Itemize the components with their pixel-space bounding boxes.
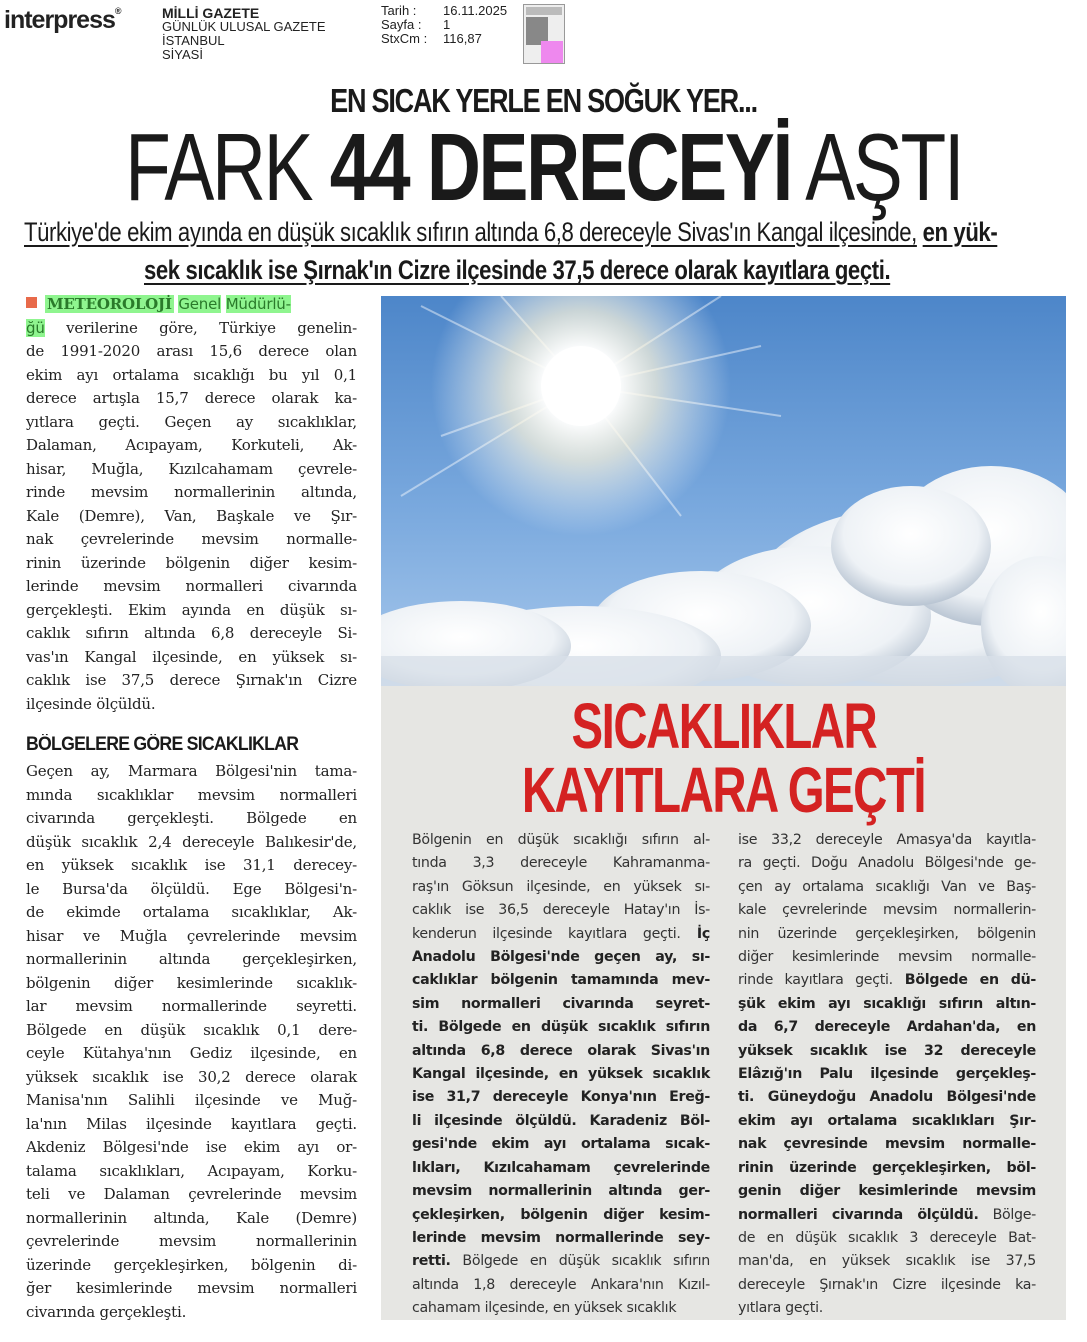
text-line: le Bursa'da ölçüldü. Ege Bölgesi'n- [26, 879, 357, 898]
text-line [412, 1040, 710, 1063]
text-run: caklıklar bölgenin tamamında mev- [412, 972, 710, 989]
text-run: ti. Güneydoğu Anadolu Bölgesi'nde [738, 1089, 1036, 1106]
text-run: rinde kayıtlara geçti. [738, 972, 893, 989]
page-thumbnail[interactable] [523, 4, 565, 64]
text-line [738, 1157, 1036, 1180]
body-column-1b [26, 760, 357, 1324]
text-line: Dalaman, Acıpayam, Korkuteli, Ak- [26, 436, 357, 454]
text-line [412, 969, 710, 992]
text-line: Manisa'nın Salihli ilçesinde ve Muğ- [26, 1091, 357, 1109]
clipping-info [381, 4, 507, 46]
date-value: 16.11.2025 [443, 3, 508, 18]
text-line: lerinde mevsim normalleri civarında [26, 577, 357, 595]
text-run: yüksek sıcaklık ise 32 dereceyle [738, 1042, 1036, 1059]
date-label: Tarih : [381, 3, 417, 18]
text-line [412, 1250, 710, 1273]
text-line [412, 1180, 710, 1203]
text-run: diğer kesimlerinde mevsim normalle- [738, 949, 1036, 966]
text-line [738, 1204, 1036, 1227]
text-line: en yüksek sıcaklık ise 31,1 derecey- [26, 856, 357, 874]
text-line: caklık ise 37,5 derece Şırnak'ın Cizre [26, 671, 357, 689]
text-line [738, 969, 1036, 992]
text-run: sim normalleri civarında seyret- [412, 995, 710, 1012]
text-line [738, 899, 1036, 922]
text-run: dereceyle Şırnak'ın Cizre ilçesinde ka- [738, 1276, 1036, 1293]
text-run: li ilçesinde ölçüldü. Karadeniz Böl- [412, 1112, 710, 1129]
text-line [738, 1110, 1036, 1133]
text-line: bölgenin diğer kesimlerinde sıcaklık- [26, 973, 357, 992]
spot-part-1: Türkiye'de ekim ayında en düşük sıcaklık sıfırın altında 6,8 dereceyle Sivas'ın Kangal ilçesinde, [24, 217, 917, 247]
text-line: ekim ayı ortalama sıcaklığı bu yıl 0,1 [26, 365, 357, 384]
text-line [412, 1016, 710, 1039]
text-line [738, 852, 1036, 875]
box-headline [381, 690, 1066, 826]
text-line [412, 1110, 710, 1133]
text-line [412, 1227, 710, 1250]
text-run: retti. [412, 1253, 451, 1270]
text-line [412, 923, 710, 946]
highlighted-word: Genel [178, 295, 222, 313]
text-line [738, 1180, 1036, 1203]
text-run: normalleri civarında ölçüldü. [738, 1206, 979, 1223]
text-line: civarında gerçekleşti. [26, 1302, 187, 1321]
text-run: de en düşük sıcaklık 3 dereceyle Bat- [738, 1229, 1036, 1246]
text-run: mevsim normallerinin altında ger- [412, 1183, 710, 1200]
main-headline [0, 114, 1087, 221]
text-run: caklık ise 36,5 dereceyle Hatay'ın İs- [412, 902, 710, 919]
logo-text: interpress [4, 6, 115, 34]
publication-name: MİLLİ GAZETE [162, 5, 260, 21]
highlighted-word: ğü [26, 318, 45, 337]
text-line [412, 876, 710, 899]
text-run: ti. Bölgede en düşük sıcaklık sıfırın [412, 1019, 710, 1036]
box-headline-line-2: KAYITLARA GEÇTİ [521, 754, 926, 826]
text-line: Bölgede en düşük sıcaklık 0,1 dere- [26, 1020, 357, 1039]
interpress-logo [4, 6, 121, 35]
text-line: rinde mevsim normallerinin altında, [26, 483, 357, 501]
text-run: kenderun ilçesinde kayıtlara geçti. [412, 925, 681, 942]
text-run: genin diğer kesimlerinde mevsim [738, 1183, 1036, 1200]
text-line: teli ve Dalaman çevrelerinde mevsim [26, 1185, 357, 1203]
text-line: ceyle Kütahya'nın Gediz ilçesinde, en [26, 1044, 357, 1062]
text-line: caklık sıfırın altında 6,8 dereceyle Si- [26, 624, 357, 642]
text-line: mında sıcaklıklar mevsim normalleri [26, 785, 357, 804]
text-run: nak çevresinde mevsim normalle- [738, 1136, 1036, 1153]
spot-part-2: en yük- [922, 217, 998, 247]
text-run: raş'ın Göksun ilçesinde, en yüksek sı- [412, 878, 710, 895]
text-line [738, 1016, 1036, 1039]
text-line [412, 1297, 710, 1320]
text-line: hisar, Muğla, Kızılcahamam çevrele- [26, 459, 357, 478]
text-run: gesi'nde ekim ayı ortalama sıcak- [412, 1136, 710, 1153]
page-label: Sayfa : [381, 17, 422, 32]
text-line [738, 1250, 1036, 1273]
text-run: Anadolu Bölgesi'nde geçen ay, sı- [412, 949, 710, 966]
text-run: nin üzerinde gerçekleşirken, bölgenin [738, 925, 1036, 942]
text-line [738, 876, 1036, 899]
col1-lines [26, 317, 357, 717]
text-line [738, 993, 1036, 1016]
text-line: çevrelerinde mevsim normallerinin [26, 1232, 357, 1250]
text-line: civarında gerçekleşti. Bölgede en [26, 809, 357, 827]
text-line [738, 1086, 1036, 1109]
publication-type: GÜNLÜK ULUSAL GAZETE [162, 19, 326, 34]
text-line: gerçekleşti. Ekim ayında en düşük sı- [26, 600, 357, 619]
publication-category: SİYASİ [162, 47, 203, 62]
sun-sky-photo [381, 296, 1066, 686]
text-line: Kale (Demre), Van, Başkale ve Şır- [26, 506, 357, 525]
text-line [412, 1086, 710, 1109]
text-line: Geçen ay, Marmara Bölgesi'nin tama- [26, 762, 357, 780]
text-run: lıkları, Kızılcahamam çevrelerinde [412, 1159, 710, 1176]
text-line [738, 1063, 1036, 1086]
text-line [412, 899, 710, 922]
text-line: de ekimde ortalama sıcaklıklar, Ak- [26, 903, 357, 921]
text-line: yıtlara geçti. Geçen ay sıcaklıklar, [26, 412, 357, 431]
text-run: yıtlara geçti. [738, 1300, 823, 1317]
stxcm-label: StxCm : [381, 31, 428, 46]
text-line: üzerinde gerçekleşirken, bölgenin di- [26, 1255, 357, 1274]
text-line [412, 829, 710, 852]
text-line: yüksek sıcaklık ise 30,2 derece olarak [26, 1067, 357, 1086]
text-line: nak çevrelerinde mevsim normalle- [26, 530, 357, 548]
text-line [738, 946, 1036, 969]
text-line: Akdeniz Bölgesi'nde ise ekim ayı or- [26, 1138, 357, 1156]
text-line [738, 1274, 1036, 1297]
text-line [738, 1297, 1036, 1320]
text-run: altında 6,8 derece olarak Sivas'ın [412, 1042, 710, 1059]
text-run: çen ay ortalama sıcaklığı Van ve Baş- [738, 878, 1036, 895]
text-line: derece artışla 15,7 derece olarak ka- [26, 389, 357, 407]
text-line [412, 1204, 710, 1227]
box-headline-line-1: SICAKLIKLAR [571, 690, 876, 762]
text-run: rinin üzerinde gerçekleşirken, böl- [738, 1159, 1036, 1176]
box-column-left [412, 829, 710, 1321]
text-run: kale çevrelerinde mevsim normallerin- [738, 902, 1036, 919]
text-run: şük ekim ayı sıcaklığı sıfırın altın- [738, 995, 1036, 1012]
lead-word: METEOROLOJİ [47, 295, 172, 313]
text-run: ise 31,7 dereceyle Konya'nın Ereğ- [412, 1089, 710, 1106]
text-run: da 6,7 dereceyle Ardahan'da, en [738, 1019, 1036, 1036]
text-run: man'da, en yüksek sıcaklık ise 37,5 [738, 1253, 1036, 1270]
text-run: tında 3,3 dereceyle Kahramanma- [412, 855, 710, 872]
text-line [738, 1133, 1036, 1156]
body-column-1 [26, 293, 357, 716]
text-run: altında 1,8 dereceyle Ankara'nın Kızıl- [412, 1276, 710, 1293]
text-run: İç [680, 925, 710, 942]
text-line [412, 1274, 710, 1297]
text-line: de 1991-2020 arası 15,6 derece olan [26, 342, 357, 360]
headline-part-2: 44 DERECEYİ [329, 114, 791, 221]
text-line: hisar ve Muğla çevrelerinde mevsim [26, 926, 357, 945]
text-run: Elâzığ'ın Palu ilçesinde gerçekleş- [738, 1066, 1036, 1083]
kicker-headline: EN SICAK YERLE EN SOĞUK YER... [330, 82, 757, 119]
text-run: lerinde mevsim normallerinde sey- [412, 1229, 710, 1246]
text-line: ilçesinde ölçüldü. [26, 694, 156, 713]
text-line: rinin üzerinde bölgenin diğer kesim- [26, 553, 357, 572]
text-run: Bölgede en dü- [892, 972, 1036, 989]
text-line: la'nın Milas ilçesinde kayıtlara geçti. [26, 1114, 357, 1133]
text-run: Bölgenin en düşük sıcaklığı sıfırın al- [412, 832, 710, 848]
text-line: normallerinin altında, Kale (Demre) [26, 1208, 357, 1227]
publication-city: İSTANBUL [162, 33, 225, 48]
text-line: talama sıcaklıkları, Acıpayam, Korku- [26, 1161, 357, 1180]
text-line [738, 923, 1036, 946]
highlighted-word: Müdürlü- [225, 295, 291, 313]
page-value: 1 [443, 17, 451, 32]
text-line [412, 1133, 710, 1156]
text-run: çekleşirken, bölgenin diğer kesim- [412, 1206, 710, 1223]
text-run: cahamam ilçesinde, en yüksek sıcaklık [412, 1300, 677, 1317]
bullet-square-icon [26, 297, 37, 308]
publication-info [162, 6, 326, 62]
text-line [412, 946, 710, 969]
box-column-right [738, 829, 1036, 1321]
text-line: düşük sıcaklık 2,4 dereceyle Balıkesir'de, [26, 832, 357, 851]
text-line [412, 852, 710, 875]
subheading: BÖLGELERE GÖRE SICAKLIKLAR [26, 734, 299, 755]
text-run: verilerine göre, Türkiye genelin- [66, 318, 357, 337]
logo-registered-mark: ® [114, 6, 121, 16]
stxcm-value: 116,87 [443, 31, 482, 46]
text-line [412, 1063, 710, 1086]
text-line: lar mevsim normallerinde seyretti. [26, 997, 357, 1015]
spot-part-3: sek sıcaklık ise Şırnak'ın Cizre ilçesinde 37,5 derece olarak kayıtlara geçti. [144, 255, 891, 285]
text-line [738, 829, 1036, 852]
text-run: Kangal ilçesinde, en yüksek sıcaklık [412, 1066, 710, 1083]
text-line: vas'ın Kangal ilçesinde, en yüksek sı- [26, 647, 357, 666]
text-run: ra geçti. Doğu Anadolu Bölgesi'nde ge- [738, 855, 1036, 872]
text-run: ekim ayı ortalama sıcaklıkları Şır- [738, 1112, 1036, 1129]
text-run: ise 33,2 dereceyle Amasya'da kayıtla- [738, 832, 1036, 848]
text-line: ğer kesimlerinde mevsim normalleri [26, 1279, 357, 1297]
sun-sky-illustration [381, 296, 1066, 686]
text-line: normallerinin altında gerçekleşirken, [26, 950, 357, 968]
text-line [412, 1157, 710, 1180]
text-run: Bölge- [978, 1206, 1036, 1223]
text-run: Bölgede en düşük sıcaklık sıfırın [450, 1253, 710, 1270]
headline-part-3: AŞTI [805, 114, 963, 221]
text-line [738, 1227, 1036, 1250]
text-line [412, 993, 710, 1016]
text-line [738, 1040, 1036, 1063]
text-line [26, 317, 357, 341]
headline-part-1: FARK [124, 114, 312, 221]
